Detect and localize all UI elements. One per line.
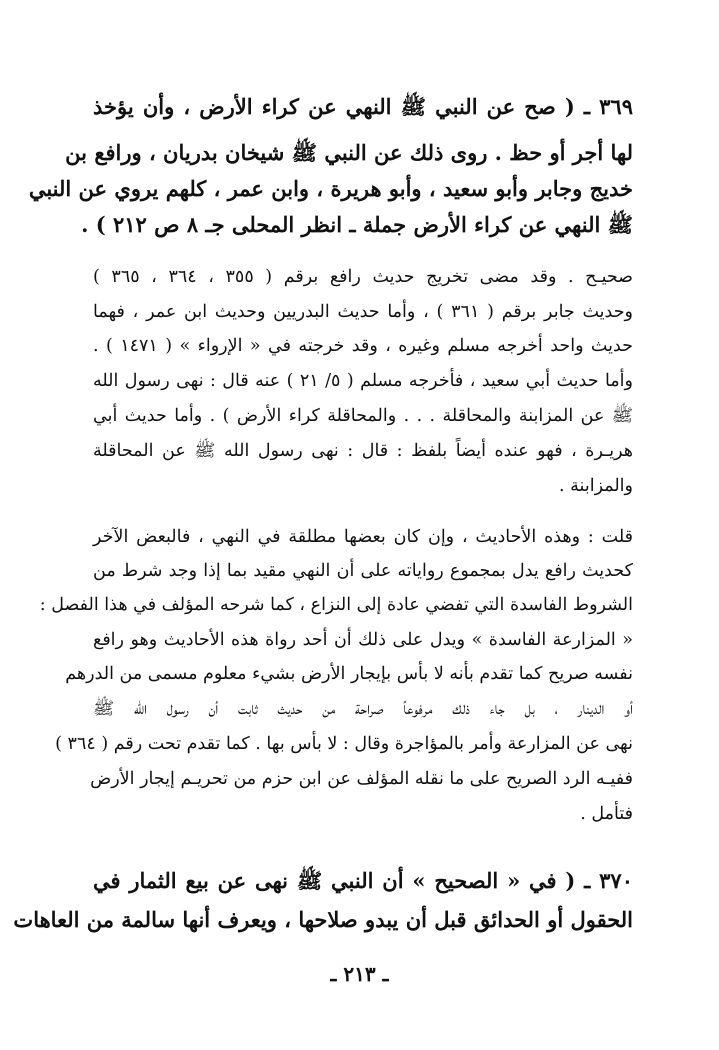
text-line: والمزابنة .: [559, 476, 633, 496]
text-line: ٣٦٩ ـ ( صح عن النبي ﷺ النهي عن كراء الأرض ، وأن يؤخذ: [93, 94, 633, 119]
text-line: قلت : وهذه الأحاديث ، وإن كان بعضها مطلقة في النهي ، فالبعض الآخر: [93, 527, 633, 547]
text-line: « المزارعة الفاسدة » ويدل على ذلك أن أحد رواة هذه الأحاديث وهو رافع: [93, 630, 633, 650]
text-line: ففيـه الرد الصريح على ما نقله المؤلف عن ابن حزم من تحريـم إيجار الأرض: [90, 769, 633, 789]
text-line: ﷺ عن المزابنة والمحاقلة . . . والمحاقلة كراء الأرض ) . وأما حديث أبي: [93, 406, 633, 426]
text-line: الشروط الفاسدة التي تفضي عادة إلى النزاع ، كما شرحه المؤلف في هذا الفصل :: [39, 595, 633, 615]
text-line: الحقول أو الحدائق قبل أن يبدو صلاحها ، ويعرف أنها سالمة من العاهات: [13, 907, 633, 932]
text-line: نهى عن المزارعة وأمر بالمؤاجرة وقال : لا بأس بها . كما تقدم تحت رقم ( ٣٦٤ ): [55, 734, 633, 754]
text-line: وأما حديث أبي سعيد ، فأخرجه مسلم ( ٥/ ٢١ ) عنه قال : نهى رسول الله: [93, 371, 633, 391]
text-line: صحيـح . وقد مضى تخريج حديث رافع برقم ( ٣٥٥ ، ٣٦٤ ، ٣٦٥ ): [93, 267, 634, 287]
text-line: نفسه صريح كما تقدم بأنه لا بأس بإيجار الأرض بشيء معلوم مسمى من الدرهم: [65, 664, 633, 684]
text-line: حديث واحد أخرجه مسلم وغيره ، وقد خرجته في « الإرواء » ( ١٤٧١ ) .: [93, 336, 633, 356]
text-line: لها أجر أو حظ . روى ذلك عن النبي ﷺ شيخان بدريان ، ورافع بن: [65, 140, 633, 165]
text-line: ﷺ النهي عن كراء الأرض جملة ـ انظر المحلى جـ ٨ ص ٢١٢ ) .: [81, 212, 633, 237]
text-line: ٣٧٠ ـ ( في « الصحيح » أن النبي ﷺ نهى عن بيع الثمار في: [93, 868, 633, 893]
text-line: كحديث رافع يدل بمجموع رواياته على أن النهي مقيد بما إذا وجد شرط من: [93, 561, 633, 581]
text-line: هريـرة ، فهو عنده أيضاً بلفظ : قال : نهى رسول الله ﷺ عن المحاقلة: [93, 441, 633, 461]
text-line: خديج وجابر وأبو سعيد ، وأبو هريرة ، وابن عمر ، كلهم يروي عن النبي: [28, 176, 633, 201]
page-number: ـ ٢١٣ ـ: [330, 962, 389, 986]
text-line: فتأمل .: [580, 804, 633, 824]
text-line: وحديث جابر برقم ( ٣٦١ ) ، وأما حديث البدريين وحديث ابن عمر ، فهما: [93, 302, 633, 322]
text-line: أو الدينار ، بل جاء ذلك مرفوعاً صراحة من حديث ثابت أن رسول الله ﷺ: [93, 699, 633, 719]
